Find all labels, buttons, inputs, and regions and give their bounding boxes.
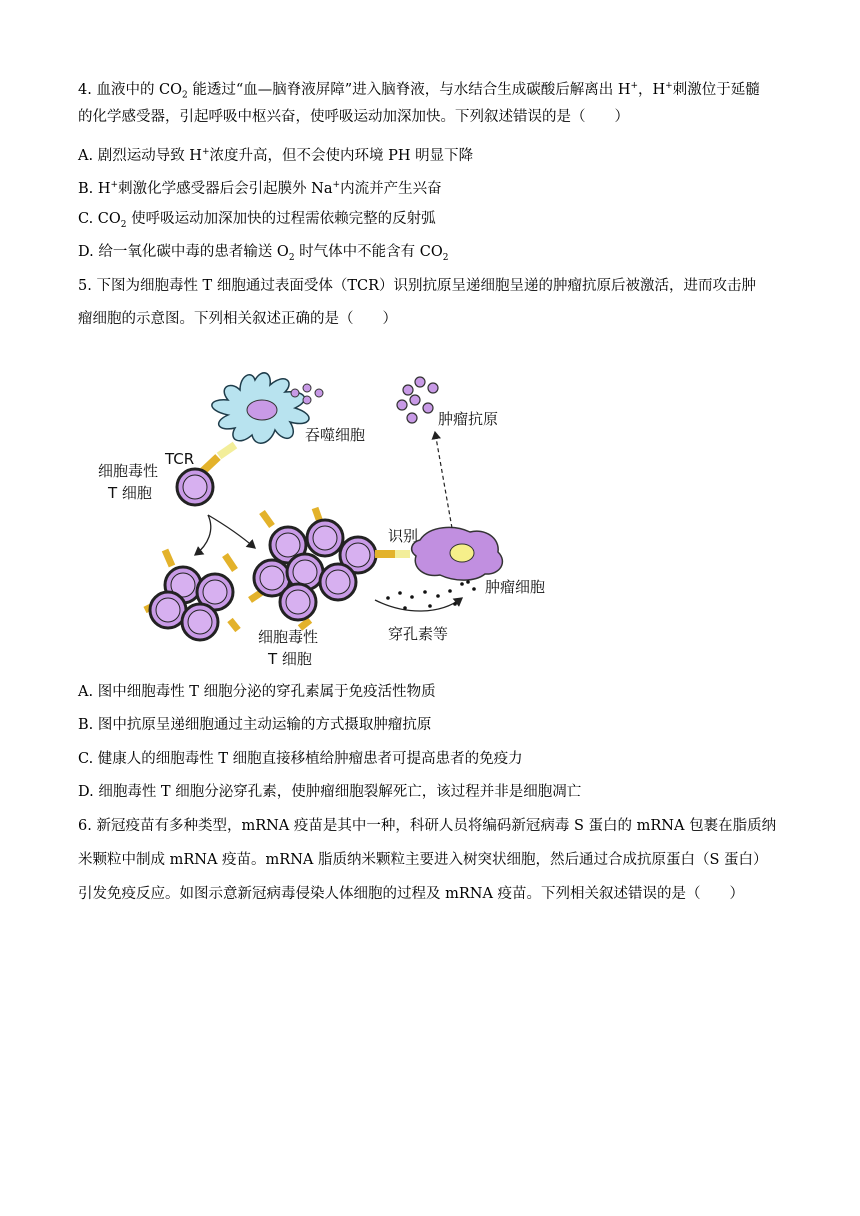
label-ctl2-line2: T 细胞 xyxy=(268,650,312,668)
immune-response-figure xyxy=(90,360,570,670)
q5-stem-line2: 瘤细胞的示意图。下列相关叙述正确的是（ ） xyxy=(78,311,397,327)
perforin-dots xyxy=(386,580,476,610)
q5-option-b: B. 图中抗原呈递细胞通过主动运输的方式摄取肿瘤抗原 xyxy=(78,717,432,733)
tcr-binding xyxy=(219,445,235,456)
label-phagocyte: 吞噬细胞 xyxy=(305,426,366,444)
label-ctl-line1: 细胞毒性 xyxy=(98,462,159,480)
q6-stem-line1: 6. 新冠疫苗有多种类型，mRNA 疫苗是其中一种，科研人员将编码新冠病毒 S 蛋白的 mRNA 包裹在脂质纳 xyxy=(78,818,777,834)
q4-option-a: A. 剧烈运动导致 H+浓度升高，但不会使内环境 PH 明显下降 xyxy=(78,147,474,164)
tumor-antigen-dot xyxy=(397,400,407,410)
q4-option-c: C. $CO_2$ 使呼吸运动加深加快的过程需依赖完整的反射弧 xyxy=(78,211,436,230)
antigen-dot xyxy=(303,396,311,404)
tumor-antigen-dot xyxy=(407,413,417,423)
tumor-antigen-dot xyxy=(428,383,438,393)
q4-option-d: D. 给一氧化碳中毒的患者输送 $O_2$ 时气体中不能含有 $CO_2$ xyxy=(78,244,449,263)
tumor-nucleus xyxy=(450,544,474,562)
label-recognize: 识别 xyxy=(388,527,419,545)
perforin-arrow xyxy=(375,598,462,611)
label-ctl2-line1: 细胞毒性 xyxy=(258,628,319,646)
tumor-antigen-dot xyxy=(410,395,420,405)
q5-option-c: C. 健康人的细胞毒性 T 细胞直接移植给肿瘤患者可提高患者的免疫力 xyxy=(78,751,523,767)
q5-option-d: D. 细胞毒性 T 细胞分泌穿孔素，使肿瘤细胞裂解死亡，该过程并非是细胞凋亡 xyxy=(78,784,582,800)
q5-stem-line1: 5. 下图为细胞毒性 T 细胞通过表面受体（TCR）识别抗原呈递细胞呈递的肿瘤抗原后被激活，进而攻击肿 xyxy=(78,278,757,294)
label-tumor-cell: 肿瘤细胞 xyxy=(485,578,546,596)
phagocyte xyxy=(212,373,309,443)
tumor-antigen-dot xyxy=(415,377,425,387)
tumor-antigen-dot xyxy=(423,403,433,413)
antigen-dot xyxy=(291,389,299,397)
label-perforin: 穿孔素等 xyxy=(388,625,449,643)
tumor-antigen-dot xyxy=(403,385,413,395)
antigen-dot xyxy=(315,389,323,397)
q6-stem-line3: 引发免疫反应。如图示意新冠病毒侵染人体细胞的过程及 mRNA 疫苗。下列相关叙述错误的是（ ） xyxy=(78,886,745,902)
label-tcr: TCR xyxy=(165,450,195,468)
q4-option-b: B. H+刺激化学感受器后会引起膜外 Na+内流并产生兴奋 xyxy=(78,180,442,197)
tcr-receptor xyxy=(202,457,218,472)
q4-stem-line1: 4. 血液中的 $CO_2$ 能透过“血—脑脊液屏障”进入脑脊液，与水结合生成碳酸后解离出 H+，H+刺激位于延髓 xyxy=(78,81,760,101)
arrow-to-left-cluster xyxy=(195,515,211,555)
arrow-to-center-cluster xyxy=(208,515,255,548)
label-ctl-line2: T 细胞 xyxy=(108,484,152,502)
q5-option-a: A. 图中细胞毒性 T 细胞分泌的穿孔素属于免疫活性物质 xyxy=(78,684,436,700)
q6-stem-line2: 米颗粒中制成 mRNA 疫苗。mRNA 脂质纳米颗粒主要进入树突状细胞，然后通过合成抗原蛋白（S 蛋白） xyxy=(78,852,768,868)
left-ctl-cluster xyxy=(145,550,238,640)
ctl-nucleus xyxy=(183,475,207,499)
antigen-release-arrow xyxy=(435,432,452,528)
center-ctl-cluster xyxy=(250,508,376,628)
antigen-dot xyxy=(303,384,311,392)
label-tumor-antigen: 肿瘤抗原 xyxy=(438,410,499,428)
q4-stem-line2: 的化学感受器，引起呼吸中枢兴奋，使呼吸运动加深加快。下列叙述错误的是（ ） xyxy=(78,109,629,125)
